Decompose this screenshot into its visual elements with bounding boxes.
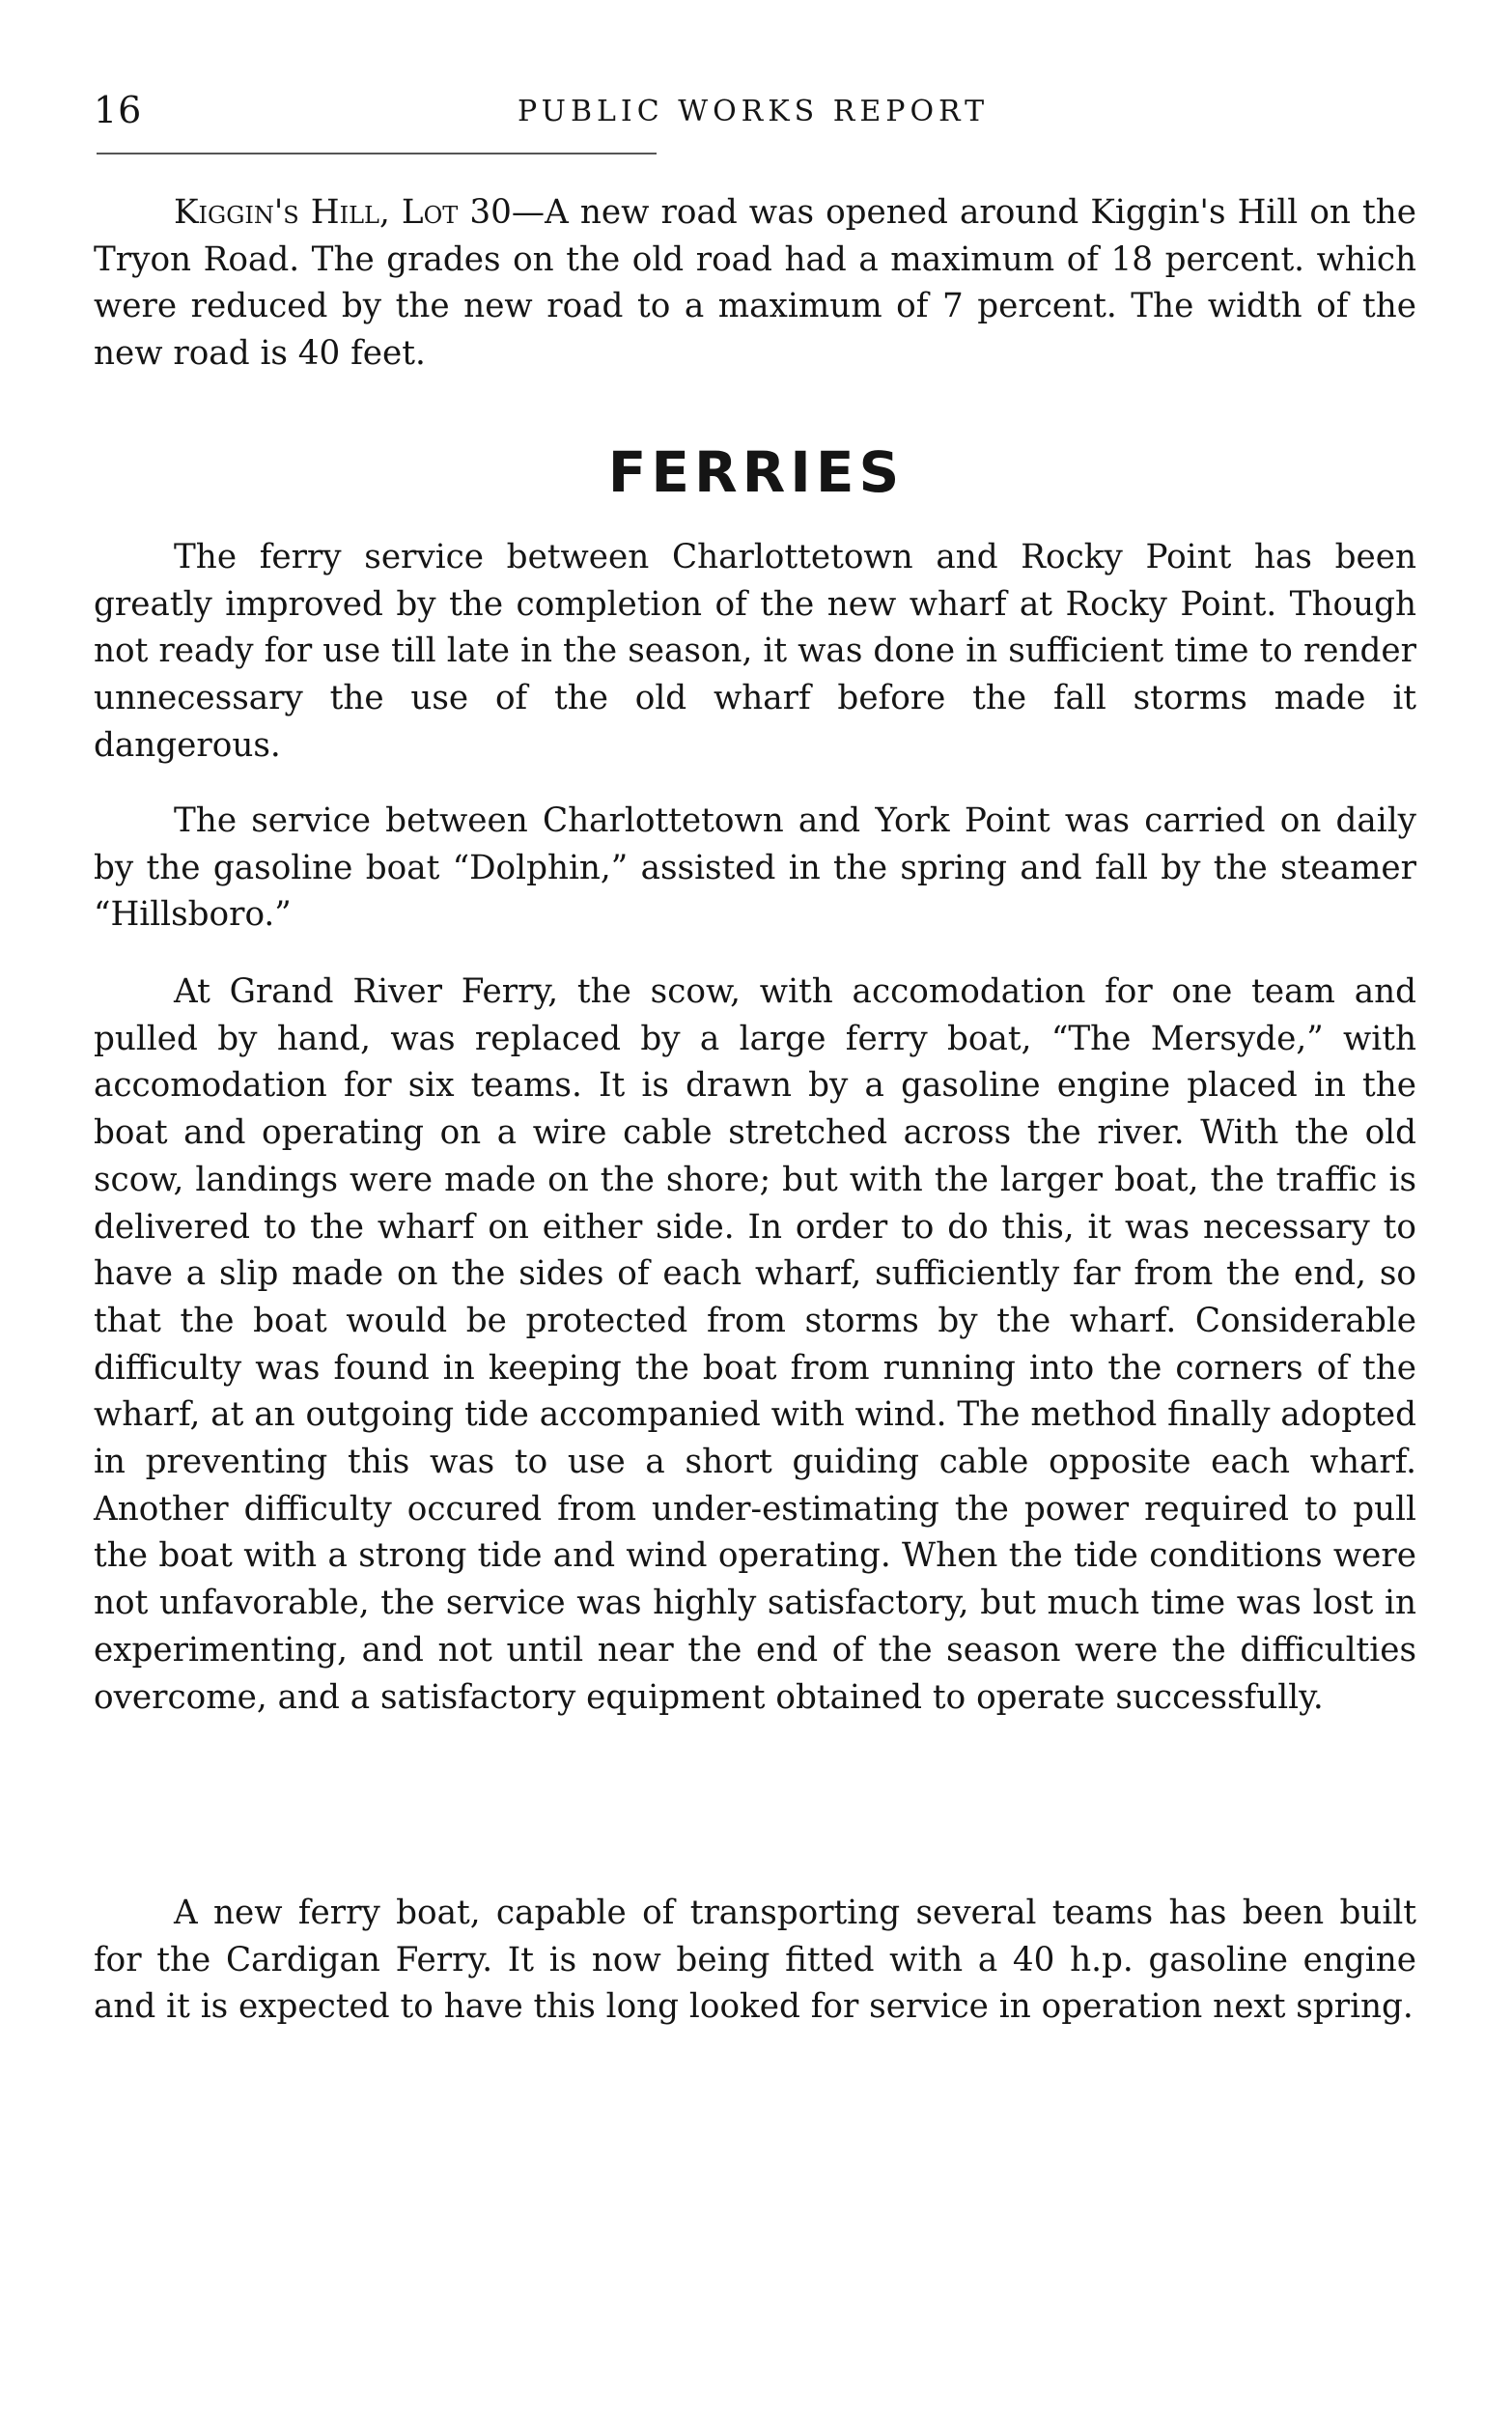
page-number: 16	[94, 89, 143, 131]
ferries-paragraph-cardigan: A new ferry boat, capable of transporting several teams has been built for the Cardigan Ferry. It is now being fitted with a 40 h.p. gasoline engine and it is expected to have this long looked for service in operation next spring.	[94, 1894, 1416, 2027]
running-head: PUBLIC WORKS REPORT	[518, 95, 990, 128]
kiggins-hill-text: A new road was opened around Kiggin's Hill on the Tryon Road. The grades on the old road had a maximum of 18 percent. which were reduced by the new road to a maximum of 7 percent. The width of the new road is 40 feet.	[94, 193, 1417, 374]
kiggins-hill-lead: Kiggin's Hill, Lot 30	[174, 193, 512, 232]
lead-dash: —	[511, 193, 546, 232]
ferries-paragraph-grand-river: At Grand River Ferry, the scow, with accomodation for one team and pulled by hand, was replaced by a large ferry boat, “The Mersyde,” with accomodation for six teams. It is drawn by a gasoline engine placed in the boat and operating on a wire cable stretched across the river. With the old scow, landings were made on the shore; but with the larger boat, the traffic is delivered to the wharf on either side. In order to do this, it was necessary to have a slip made on the sides of each wharf, sufficiently far from the end, so that the boat would be protected from storms by the wharf. Considerable difficulty was found in keeping the boat from running into the corners of the wharf, at an outgoing tide accompanied with wind. The method finally adopted in preventing this was to use a short guiding cable opposite each wharf. Another difficulty occured from under-estimating the power required to pull the boat with a strong tide and wind operating. When the tide conditions were not unfavorable, the service was highly satisfactory, but much time was lost in experimenting, and not until near the end of the season were the difficulties overcome, and a satisfactory equipment obtained to operate successfully.	[94, 972, 1416, 1717]
kiggins-hill-paragraph	[94, 189, 1416, 378]
ferries-paragraph-rocky-point: The ferry service between Charlottetown and Rocky Point has been greatly improved by the completion of the new wharf at Rocky Point. Though not ready for use till late in the season, it was done in sufficient time to render unnecessary the use of the old wharf before the fall storms made it dangerous.	[94, 538, 1416, 765]
section-title-ferries: FERRIES	[607, 439, 905, 505]
ferries-paragraph-york-point: The service between Charlottetown and York Point was carried on daily by the gasoline boat “Dolphin,” assisted in the spring and fall by the steamer “Hillsboro.”	[94, 801, 1416, 935]
header-rule	[97, 153, 657, 154]
